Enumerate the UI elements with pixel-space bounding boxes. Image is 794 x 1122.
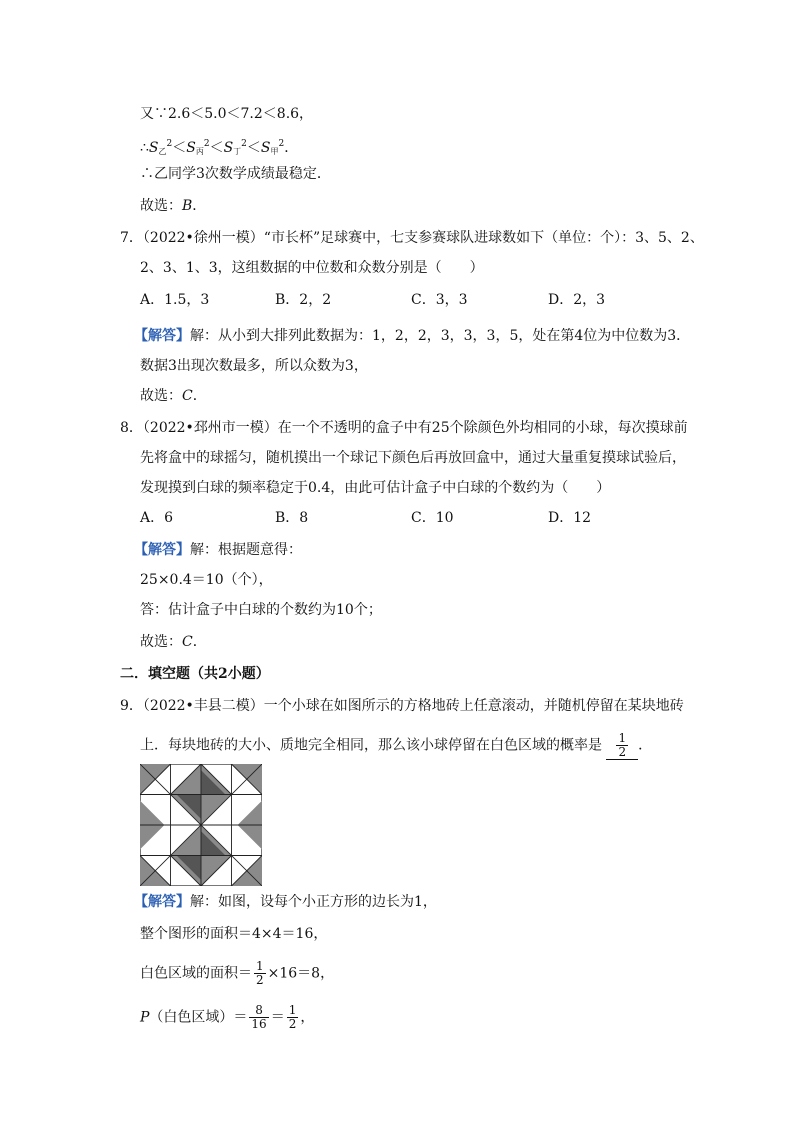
solution-9: 【解答】解：如图，设每个小正方形的边长为1， xyxy=(134,894,437,910)
text-line: ∴乙同学3次数学成绩最稳定． xyxy=(140,166,331,182)
fraction: $\frac{8}{16}$ xyxy=(251,1003,267,1031)
fraction: $\frac{1}{2}$ xyxy=(288,1003,297,1031)
option-a: A．6 xyxy=(140,510,174,526)
option-d: D．12 xyxy=(548,510,592,526)
answer-blank xyxy=(606,732,638,760)
text-line: 数据3出现次数最多，所以众数为3， xyxy=(140,358,368,374)
option-b: B．8 xyxy=(275,510,309,526)
answer-selection: 故选：C． xyxy=(140,634,207,650)
question-8-stem: 发现摸到白球的频率稳定于0.4，由此可估计盒子中白球的个数约为（ ） xyxy=(140,480,611,496)
option-a: A．1.5，3 xyxy=(140,292,210,308)
text-line: 白色区域的面积＝ $\frac{1}{2}$ ×16＝8， xyxy=(140,959,335,987)
option-b: B．2，2 xyxy=(275,292,332,308)
question-8-stem: 先将盒中的球摇匀，随机摸出一个球记下颜色后再放回盒中，通过大量重复摸球试验后， xyxy=(140,450,686,466)
text-line: 25×0.4＝10（个）， xyxy=(140,572,273,588)
question-7-stem: 7．（2022•徐州一模）“市长杯”足球赛中，七支参赛球队进球数如下（单位：个）：3、5、2、 xyxy=(120,230,704,246)
solution-7: 【解答】解：从小到大排列此数据为：1，2，2，3，3，3，5，处在第4位为中位数为3． xyxy=(134,328,691,344)
solution-8: 【解答】解：根据题意得： xyxy=(134,542,302,558)
question-9-stem: 9．（2022•丰县二模）一个小球在如图所示的方格地砖上任意滚动，并随机停留在某块地砖 xyxy=(120,698,684,714)
option-c: C．3，3 xyxy=(411,292,468,308)
text-line: 整个图形的面积＝4×4＝16， xyxy=(140,926,328,942)
option-c: C．10 xyxy=(411,510,454,526)
tile-pattern-figure xyxy=(140,764,262,886)
fraction: $\frac{1}{2}$ xyxy=(618,731,627,759)
answer-selection: 故选：B． xyxy=(140,198,207,214)
option-d: D．2，3 xyxy=(548,292,606,308)
text-line: 答：估计盒子中白球的个数约为10个； xyxy=(140,602,382,618)
question-9-stem: 上．每块地砖的大小、质地完全相同，那么该小球停留在白色区域的概率是 $\frac{1}{2}$ ． xyxy=(140,731,653,759)
question-7-stem: 2、3、1、3，这组数据的中位数和众数分别是（ ） xyxy=(140,260,484,276)
solution-tag: 【解答】 xyxy=(134,542,190,558)
solution-tag: 【解答】 xyxy=(134,328,190,344)
question-8-stem: 8．（2022•邳州市一模）在一个不透明的盒子中有25个除颜色外均相同的小球，每次摸球前 xyxy=(120,420,688,436)
text-line: 又∵2.6＜5.0＜7.2＜8.6， xyxy=(140,106,314,122)
fraction: $\frac{1}{2}$ xyxy=(256,959,264,987)
section-heading: 二．填空题（共2小题） xyxy=(120,666,270,682)
solution-tag: 【解答】 xyxy=(134,894,190,910)
probability-result: P（白色区域）＝ $\frac{8}{16}$ ＝ $\frac{1}{2}$ ， xyxy=(140,1003,315,1031)
answer-selection: 故选：C． xyxy=(140,388,207,404)
variance-comparison: $\therefore S_乙^2<S_丙^2<S_丁^2<S_甲^2$． xyxy=(140,139,299,156)
